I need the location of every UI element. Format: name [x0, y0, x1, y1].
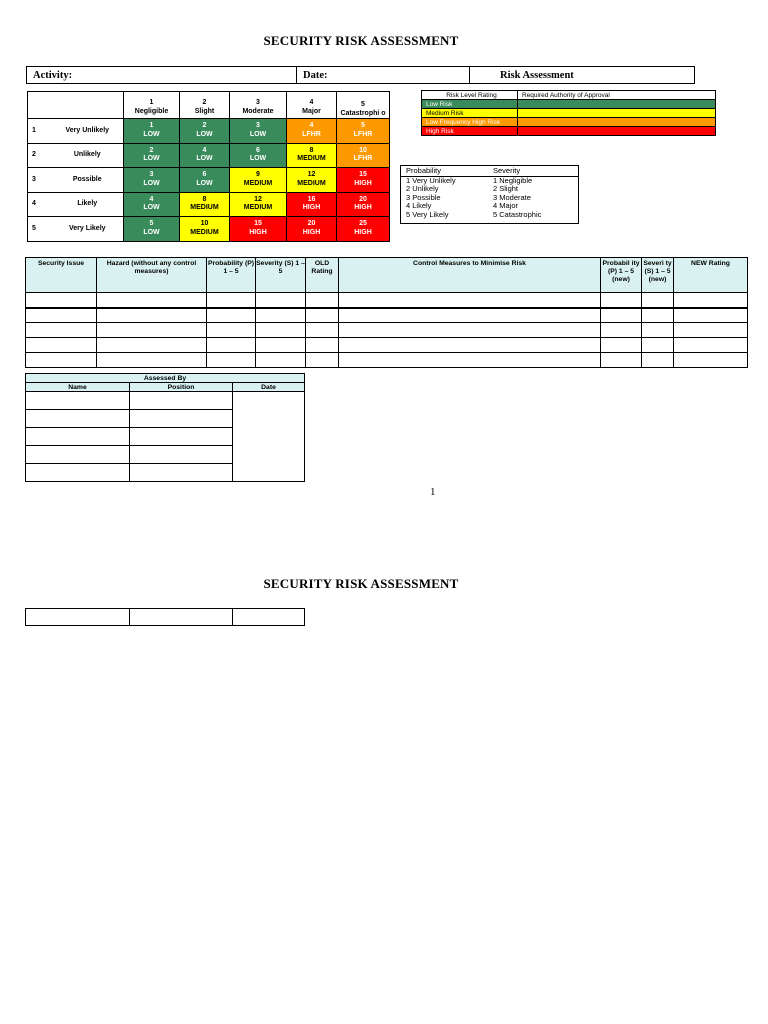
risk-score: 3: [256, 122, 260, 130]
new-rating-cell[interactable]: [674, 293, 748, 308]
severity-key-item: 3 Moderate: [493, 192, 531, 202]
risk-cell: [337, 192, 390, 217]
control-measures-cell[interactable]: [339, 293, 601, 308]
probability-cell[interactable]: [207, 308, 256, 323]
severity-header-2: 2 Slight: [180, 92, 230, 119]
page-2-cell[interactable]: [233, 609, 305, 626]
header-probability-new: Probabil ity (P) 1 – 5 (new): [601, 258, 642, 293]
page-2-title: SECURITY RISK ASSESSMENT: [263, 576, 459, 591]
severity-new-cell[interactable]: [642, 338, 674, 353]
probability-number: 3: [28, 168, 50, 193]
probability-new-cell[interactable]: [601, 308, 642, 323]
legend-risk-label: Low Risk: [422, 100, 518, 109]
probability-key-header: Probability: [406, 166, 442, 175]
risk-rating: LOW: [143, 228, 160, 236]
risk-score: 5: [361, 122, 365, 130]
legend-header-authority: Required Authority of Approval: [518, 91, 716, 100]
risk-score: 5: [149, 220, 154, 228]
new-rating-cell[interactable]: [674, 353, 748, 368]
probability-new-cell[interactable]: [601, 323, 642, 338]
probability-cell[interactable]: [207, 323, 256, 338]
risk-score: 6: [256, 146, 260, 154]
new-rating-cell[interactable]: [674, 308, 748, 323]
control-measures-cell[interactable]: [339, 338, 601, 353]
risk-score: 4: [149, 195, 154, 203]
severity-key-header: Severity: [493, 166, 521, 175]
risk-rating: HIGH: [354, 204, 372, 212]
risk-score: 1: [149, 122, 154, 130]
probability-label: Likely: [50, 192, 124, 217]
risk-cell: [230, 143, 287, 168]
risk-rating: MEDIUM: [243, 204, 273, 212]
legend-authority-cell[interactable]: [518, 100, 716, 109]
probability-number: 2: [28, 143, 50, 168]
probability-new-cell[interactable]: [601, 353, 642, 368]
legend-authority-cell[interactable]: [518, 118, 716, 127]
old-rating-cell[interactable]: [306, 338, 339, 353]
severity-cell[interactable]: [256, 323, 306, 338]
risk-rating: HIGH: [249, 228, 267, 236]
assessment-table: [25, 257, 748, 368]
legend-row: [422, 118, 716, 127]
risk-score: 2: [149, 146, 154, 154]
assessor-position-cell[interactable]: [130, 428, 233, 446]
matrix-row: [28, 119, 390, 144]
old-rating-cell[interactable]: [306, 293, 339, 308]
assessment-row: [26, 338, 748, 353]
security-issue-cell[interactable]: [26, 323, 97, 338]
security-issue-cell[interactable]: [26, 308, 97, 323]
assessment-row: [26, 353, 748, 368]
risk-score: 4: [309, 122, 314, 130]
risk-score: 6: [202, 171, 207, 179]
date-field[interactable]: [297, 67, 470, 84]
risk-score: 20: [359, 195, 367, 203]
hazard-cell[interactable]: [97, 293, 207, 308]
page-2-cell[interactable]: [26, 609, 130, 626]
probability-cell[interactable]: [207, 293, 256, 308]
risk-rating: HIGH: [302, 228, 321, 236]
risk-score: 12: [307, 171, 316, 179]
severity-new-cell[interactable]: [642, 353, 674, 368]
risk-cell: [180, 119, 230, 144]
legend-authority-cell[interactable]: [518, 109, 716, 118]
legend-risk-label: High Risk: [422, 127, 518, 136]
matrix-row: [28, 168, 390, 193]
activity-field[interactable]: [27, 67, 297, 84]
risk-rating: LOW: [249, 155, 267, 163]
probability-severity-key: [400, 165, 579, 224]
risk-score: 4: [202, 146, 207, 154]
severity-cell[interactable]: [256, 308, 306, 323]
header-old-rating: OLD Rating: [306, 258, 339, 293]
probability-cell[interactable]: [207, 353, 256, 368]
risk-cell: [230, 217, 287, 242]
assessed-by-title: Assessed By: [26, 374, 305, 383]
risk-rating: LOW: [196, 130, 213, 138]
risk-score: 8: [202, 195, 207, 203]
risk-cell: [287, 119, 337, 144]
assessment-date-cell[interactable]: [233, 392, 305, 482]
legend-header-rating: Risk Level Rating: [422, 91, 518, 100]
legend-row: [422, 109, 716, 118]
risk-score: 15: [254, 220, 262, 228]
probability-key-column: [406, 167, 456, 219]
header-control-measures: Control Measures to Minimise Risk: [339, 258, 601, 293]
old-rating-cell[interactable]: [306, 323, 339, 338]
severity-key-column: [493, 167, 541, 219]
risk-cell: [124, 143, 180, 168]
page-2-cell[interactable]: [130, 609, 233, 626]
assessor-name-cell[interactable]: [26, 446, 130, 464]
risk-score: 3: [149, 171, 154, 179]
severity-header-4: 4 Major: [287, 92, 337, 119]
risk-rating: MEDIUM: [190, 228, 219, 236]
header-probability: Probability (P) 1 – 5: [207, 258, 256, 293]
legend-risk-label: Medium Risk: [422, 109, 518, 118]
risk-rating: HIGH: [354, 228, 372, 236]
risk-assessment-field: [470, 67, 695, 84]
old-rating-cell[interactable]: [306, 308, 339, 323]
risk-score: 2: [202, 122, 207, 130]
severity-header-3: 3 Moderate: [230, 92, 287, 119]
probability-number: 4: [28, 192, 50, 217]
risk-rating: LOW: [143, 155, 160, 163]
matrix-row: [28, 192, 390, 217]
header-security-issue: Security Issue: [26, 258, 97, 293]
risk-score: 20: [307, 220, 316, 228]
risk-rating: MEDIUM: [190, 204, 219, 212]
control-measures-cell[interactable]: [339, 323, 601, 338]
risk-rating: LOW: [249, 130, 267, 138]
assessment-row: [26, 293, 748, 308]
risk-cell: [124, 168, 180, 193]
risk-cell: [180, 192, 230, 217]
page-title: SECURITY RISK ASSESSMENT: [263, 33, 459, 48]
severity-key-item: 5 Catastrophic: [493, 209, 542, 219]
risk-assessment-label: Risk Assessment: [500, 69, 574, 81]
risk-cell: [337, 119, 390, 144]
probability-number: 1: [28, 119, 50, 144]
severity-header-1: 1 Negligible: [124, 92, 180, 119]
risk-cell: [337, 217, 390, 242]
risk-rating: LOW: [143, 204, 160, 212]
risk-score: 10: [200, 220, 209, 228]
risk-rating: LOW: [196, 155, 213, 163]
risk-score: 12: [254, 195, 262, 203]
probability-key-item: 1 Very Unlikely: [406, 175, 456, 185]
assessment-row: [26, 308, 748, 323]
severity-cell[interactable]: [256, 338, 306, 353]
new-rating-cell[interactable]: [674, 323, 748, 338]
risk-rating: MEDIUM: [297, 155, 326, 163]
probability-label: Very Unlikely: [50, 119, 124, 144]
header-severity: Severity (S) 1 – 5: [256, 258, 306, 293]
matrix-row: [28, 217, 390, 242]
header-new-rating: NEW Rating: [674, 258, 748, 293]
risk-cell: [124, 119, 180, 144]
risk-score: 15: [359, 171, 367, 179]
control-measures-cell[interactable]: [339, 353, 601, 368]
probability-new-cell[interactable]: [601, 338, 642, 353]
assessor-position-cell[interactable]: [130, 446, 233, 464]
security-issue-cell[interactable]: [26, 353, 97, 368]
assessed-by-position-header: Position: [130, 383, 233, 392]
activity-header-table: [26, 66, 695, 84]
assessor-position-cell[interactable]: [130, 392, 233, 410]
probability-key-item: 5 Very Likely: [406, 209, 449, 219]
risk-rating: MEDIUM: [243, 179, 273, 187]
assessed-by-name-header: Name: [26, 383, 130, 392]
severity-new-cell[interactable]: [642, 308, 674, 323]
matrix-corner: [28, 92, 124, 119]
risk-cell: [287, 192, 337, 217]
risk-cell: [230, 168, 287, 193]
header-hazard: Hazard (without any control measures): [97, 258, 207, 293]
severity-cell[interactable]: [256, 353, 306, 368]
risk-score: 8: [309, 146, 314, 154]
assessor-name-cell[interactable]: [26, 410, 130, 428]
risk-rating: LOW: [143, 130, 160, 138]
assessor-position-cell[interactable]: [130, 410, 233, 428]
hazard-cell[interactable]: [97, 308, 207, 323]
risk-level-legend: [421, 90, 716, 136]
hazard-cell[interactable]: [97, 353, 207, 368]
severity-header-5: 5 Catastrophi o: [337, 92, 390, 119]
hazard-cell[interactable]: [97, 338, 207, 353]
probability-label: Very Likely: [50, 217, 124, 242]
probability-key-item: 2 Unlikely: [406, 184, 439, 193]
severity-key-item: 2 Slight: [493, 184, 519, 193]
risk-cell: [230, 192, 287, 217]
risk-matrix: [27, 91, 390, 242]
severity-cell[interactable]: [256, 293, 306, 308]
severity-key-item: 4 Major: [493, 201, 519, 210]
severity-new-cell[interactable]: [642, 293, 674, 308]
header-severity-new: Severi ty (S) 1 – 5 (new): [642, 258, 674, 293]
assessor-name-cell[interactable]: [26, 428, 130, 446]
assessment-row: [26, 323, 748, 338]
risk-score: 10: [359, 146, 367, 154]
risk-cell: [287, 217, 337, 242]
probability-label: Possible: [50, 168, 124, 193]
risk-rating: LFHR: [353, 155, 373, 163]
risk-rating: LOW: [196, 179, 213, 187]
risk-cell: [230, 119, 287, 144]
assessor-name-cell[interactable]: [26, 392, 130, 410]
risk-rating: LFHR: [302, 130, 321, 138]
legend-row: [422, 100, 716, 109]
page-number: 1: [430, 486, 436, 498]
risk-rating: HIGH: [354, 179, 372, 187]
risk-rating: MEDIUM: [297, 179, 326, 187]
old-rating-cell[interactable]: [306, 353, 339, 368]
security-issue-cell[interactable]: [26, 338, 97, 353]
risk-cell: [287, 143, 337, 168]
risk-cell: [180, 143, 230, 168]
probability-new-cell[interactable]: [601, 293, 642, 308]
risk-score: 9: [256, 171, 260, 179]
risk-rating: LOW: [143, 179, 160, 187]
legend-row: [422, 127, 716, 136]
risk-rating: LFHR: [353, 130, 373, 138]
risk-cell: [180, 168, 230, 193]
risk-cell: [337, 168, 390, 193]
date-label: Date:: [303, 69, 328, 81]
matrix-row: [28, 143, 390, 168]
risk-cell: [124, 192, 180, 217]
assessed-by-date-header: Date: [233, 383, 305, 392]
new-rating-cell[interactable]: [674, 338, 748, 353]
assessment-header-row: [26, 258, 748, 293]
risk-cell: [287, 168, 337, 193]
assessor-name-cell[interactable]: [26, 464, 130, 482]
legend-authority-cell[interactable]: [518, 127, 716, 136]
risk-cell: [124, 217, 180, 242]
risk-rating: HIGH: [302, 204, 321, 212]
probability-label: Unlikely: [50, 143, 124, 168]
severity-new-cell[interactable]: [642, 323, 674, 338]
probability-cell[interactable]: [207, 338, 256, 353]
page-2-table-stub: [25, 608, 305, 626]
risk-cell: [180, 217, 230, 242]
control-measures-cell[interactable]: [339, 308, 601, 323]
probability-key-item: 4 Likely: [406, 201, 432, 210]
security-issue-cell[interactable]: [26, 293, 97, 308]
activity-label: Activity:: [33, 69, 73, 81]
assessor-position-cell[interactable]: [130, 464, 233, 482]
legend-risk-label: Low Frequency High Risk: [422, 118, 518, 127]
assessed-by-table: [25, 373, 305, 482]
severity-key-item: 1 Negligible: [493, 175, 533, 185]
probability-key-item: 3 Possible: [406, 192, 441, 202]
hazard-cell[interactable]: [97, 323, 207, 338]
risk-score: 25: [359, 220, 367, 228]
risk-score: 16: [307, 195, 316, 203]
probability-number: 5: [28, 217, 50, 242]
risk-cell: [337, 143, 390, 168]
